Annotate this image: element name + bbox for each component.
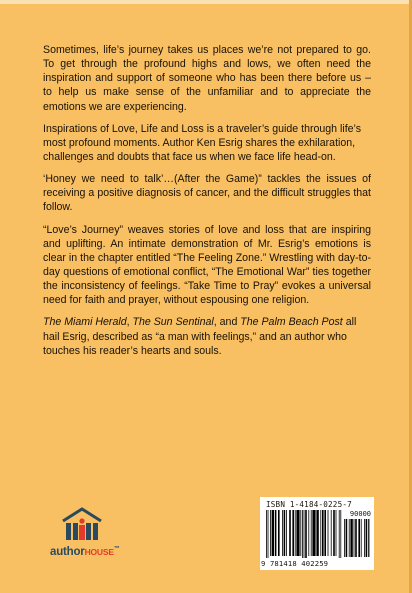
barcode-bar [361,519,362,557]
barcode-bar [268,510,269,558]
barcode-bar [350,519,352,557]
barcode-bar [272,510,274,556]
barcode-bar [292,510,294,556]
publisher-logo [50,506,138,566]
barcode-bar [336,510,337,556]
barcode-bar [300,510,301,556]
barcode-bar [275,510,277,556]
barcode-bar [358,519,360,557]
isbn-label: ISBN 1-4184-0225-7 [266,500,352,509]
barcode-bar [270,510,271,556]
back-cover-text [43,43,371,366]
barcode-bar [282,510,283,556]
page-top-edge [0,0,412,4]
barcode-bar [278,510,280,556]
house-with-person-icon [60,506,104,544]
barcode-bar [340,510,341,558]
barcode-bar [295,510,296,556]
barcode-digits: 9 781418 402259 [261,559,329,568]
barcode-bar [305,510,307,558]
barcode-bar [355,519,357,557]
price-code: 90000 [349,510,371,518]
barcode-bar [349,519,350,557]
press-praise-text: all hail Esrig, described as “a man with feelings,” and an author who touches his reader’s hearts and souls. [43,316,357,357]
paragraph-book-description: Inspirations of Love, Life and Loss is a traveler’s guide through life’s most profound moments. Author Ken Esrig shares the exhilaration, challenges and doubts that face us when we face life head-on. [43,122,362,163]
barcode-bar [333,510,335,556]
press-separator: , [126,316,133,329]
barcode-bar [339,510,340,558]
press-name-palm-beach-post: The Palm Beach Post [240,316,343,329]
press-separator: , and [213,316,241,329]
barcode-bar [344,519,345,557]
barcode-bar [308,510,309,556]
barcode-bar [322,510,324,556]
barcode-bar [324,510,326,556]
barcode-main-bars [266,510,342,558]
publisher-wordmark [50,546,120,558]
paragraph-loves-journey: “Love’s Journey” weaves stories of love and loss that are inspiring and uplifting. An intimate demonstration of Mr. Esrig’s emotions is clear in the chapter entitled “The Feeling Zone.” Wrestling with day-to-day questions of emotional conflict, “The Emotional War” ties together the inconsistency of feelings. “Take Time to Pray” evokes a universal need for faith and prayer, without espousing one religion. [43,223,371,307]
publisher-name-part1: author [50,546,85,558]
press-name-sun-sentinal: The Sun Sentinal [132,316,214,329]
publisher-name-part2: HOUSE [84,547,114,557]
barcode-addon-bars [344,519,370,558]
barcode-bar [289,510,291,556]
barcode-bar [296,510,299,556]
paragraph-press-praise [43,315,371,357]
barcode-bar [286,510,287,556]
barcode-bar [316,510,318,556]
trademark-symbol: ™ [113,546,120,552]
barcode-bar [364,519,365,557]
barcode-bar [266,510,267,558]
press-name-miami-herald: The Miami Herald [43,316,127,329]
barcode-bar [366,519,368,557]
paragraph-honey-chapter: ‘Honey we need to talk’…(After the Game)” tackles the issues of receiving a positive diagnosis of cancer, and the difficult struggles that follow. [43,173,371,214]
barcode-bar [302,510,303,558]
barcode-bar [311,510,312,556]
barcode-bar [354,519,355,557]
barcode-bar [346,519,348,557]
isbn-barcode [260,497,374,570]
barcode-bar [320,510,321,556]
barcode-bar [312,510,315,556]
barcode-bar [304,510,305,558]
barcode-bar [368,519,369,557]
paragraph-intro: Sometimes, life’s journey takes us places we’re not prepared to go. To get through the profound highs and lows, we often need the inspiration and support of someone who has been there before us – to help us make sense of the unfamiliar and to appreciate the emotions we are experiencing. [43,44,371,113]
barcode-bar [328,510,329,556]
barcode-bar [331,510,332,556]
barcode-bar [284,510,286,556]
